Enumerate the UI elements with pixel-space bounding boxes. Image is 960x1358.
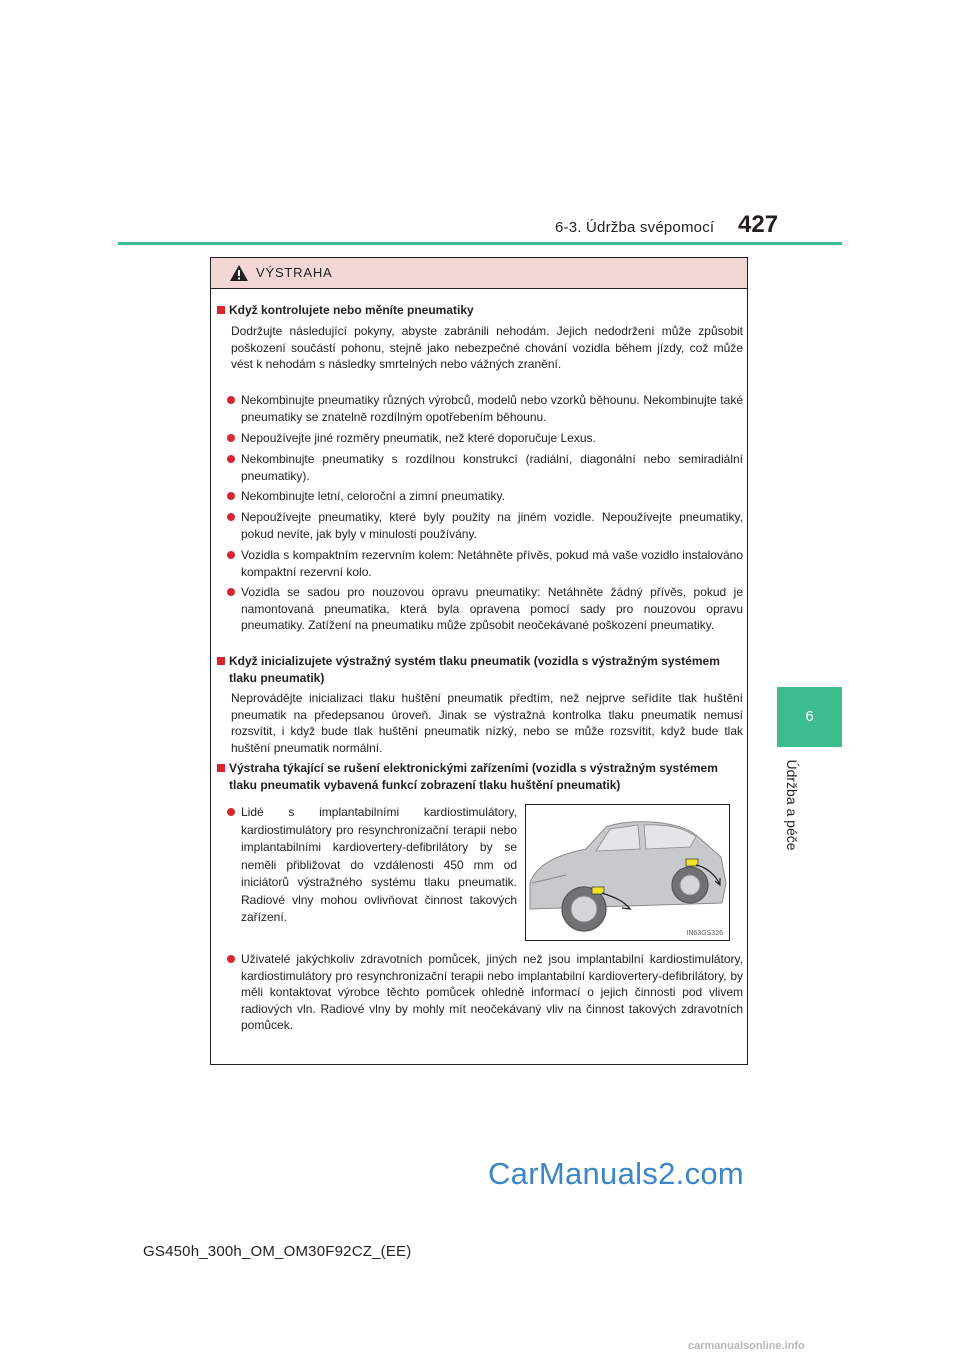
warning-box xyxy=(210,257,748,1065)
chapter-label-text: Údržba a péče xyxy=(784,759,800,851)
warning-header xyxy=(211,258,747,289)
car-side-icon xyxy=(526,805,729,940)
list-item: Vozidla s kompaktním rezervním kolem: Netáhněte přívěs, pokud má vaše vozidlo instalováno kompaktní rezervní kolo. xyxy=(227,547,743,580)
section-intro: Neprovádějte inicializaci tlaku huštění pneumatik předtím, než nejprve seřídíte tlak huštění pneumatik na předepsanou úroveň. Jinak se výstražná kontrolka tlaku pneumatik nemusí rozsvítit, i když bude tlak huštění pneumatik nízký, nebo se může rozsvítit, když bude tlak huštění pneumatik normální. xyxy=(231,691,743,755)
list-item: Vozidla se sadou pro nouzovou opravu pneumatiky: Netáhněte žádný přívěs, pokud je namontovaná pneumatika, která byla opravena pomocí sady pro nouzovou opravu pneumatiky. Zatížení na pneumatiku může způsobit neočekávané poškození pneumatiky. xyxy=(227,584,743,634)
section-intro: Dodržujte následující pokyny, abyste zabránili nehodám. Jejich nedodržení může způsobit poškození součástí pohonu, stejně jako nebezpečné chování vozidla během jízdy, což může vést k nehodám s následky smrtelných nebo vážných zranění. xyxy=(231,324,743,371)
chapter-label xyxy=(782,760,802,850)
page-number: 427 xyxy=(738,211,779,238)
list-item: Uživatelé jakýchkoliv zdravotních pomůcek, jiných než jsou implantabilní kardiostimulátory, kardiostimulátory pro resynchronizační terapii nebo implantabilní kardiovertery-defibrilátory, by měli kontaktovat výrobce těchto pomůcek ohledně informací o jejich činnosti pod vlivem radiových vln. Radiové vlny by mohly mít neočekávaný vliv na činnost takových zdravotních pomůcek. xyxy=(227,951,743,1034)
tpms-initiator-illustration xyxy=(525,804,730,941)
figure-code: IN63GS326 xyxy=(686,930,723,937)
model-code: GS450h_300h_OM_OM30F92CZ_(EE) xyxy=(143,1243,412,1260)
section-heading: Když kontrolujete nebo měníte pneumatiky xyxy=(217,302,743,319)
chapter-tab: 6 xyxy=(777,687,842,747)
list-item: Nekombinujte pneumatiky různých výrobců, modelů nebo vzorků běhounu. Nekombinujte také pneumatiky se znatelně rozdílným opotřebením běhounu. xyxy=(227,392,743,425)
list-item: Nekombinujte letní, celoroční a zimní pneumatiky. xyxy=(227,488,743,505)
bullet-icon xyxy=(227,955,235,963)
list-item: Nepoužívejte pneumatiky, které byly použity na jiném vozidle. Nepoužívejte pneumatiky, pokud nevíte, jak byly v minulosti používány. xyxy=(227,509,743,542)
section-marker xyxy=(217,764,225,772)
list-item: Nepoužívejte jiné rozměry pneumatik, než které doporučuje Lexus. xyxy=(227,430,743,447)
section-marker xyxy=(217,306,225,314)
bullet-icon xyxy=(227,455,235,463)
watermark-logo: CarManuals2.com xyxy=(488,1156,745,1191)
bullet-icon xyxy=(227,513,235,521)
warning-title: VÝSTRAHA xyxy=(256,265,333,280)
warning-triangle-icon xyxy=(229,264,249,282)
bullet-icon xyxy=(227,492,235,500)
bullet-icon xyxy=(227,808,235,816)
list-item: Lidé s implantabilními kardiostimulátory, kardiostimulátory pro resynchronizační terapii nebo implantabilními kardiovertery-defibrilátory by se neměli přibližovat do vzdálenosti 450 mm od iniciátorů výstražného systému tlaku pneumatik. Radiové vlny mohou ovlivňovat činnost takových zařízení. xyxy=(227,804,517,927)
bullet-icon xyxy=(227,396,235,404)
bullet-icon xyxy=(227,434,235,442)
watermark-corner: carmanualsonline.info xyxy=(688,1340,805,1352)
section-heading: Výstraha týkající se rušení elektronickými zařízeními (vozidla s výstražným systémem tlaku pneumatik vybavená funkcí zobrazení tlaku huštění pneumatik) xyxy=(217,760,743,794)
section-marker xyxy=(217,657,225,665)
bullet-icon xyxy=(227,588,235,596)
section-heading: Když inicializujete výstražný systém tlaku pneumatik (vozidla s výstražným systémem tlaku pneumatik) xyxy=(217,653,743,687)
section-title: 6-3. Údržba svépomocí xyxy=(555,219,715,236)
header-divider xyxy=(118,242,842,245)
list-item: Nekombinujte pneumatiky s rozdílnou konstrukcí (radiální, diagonální nebo semiradiální pneumatiky). xyxy=(227,451,743,484)
bullet-icon xyxy=(227,551,235,559)
